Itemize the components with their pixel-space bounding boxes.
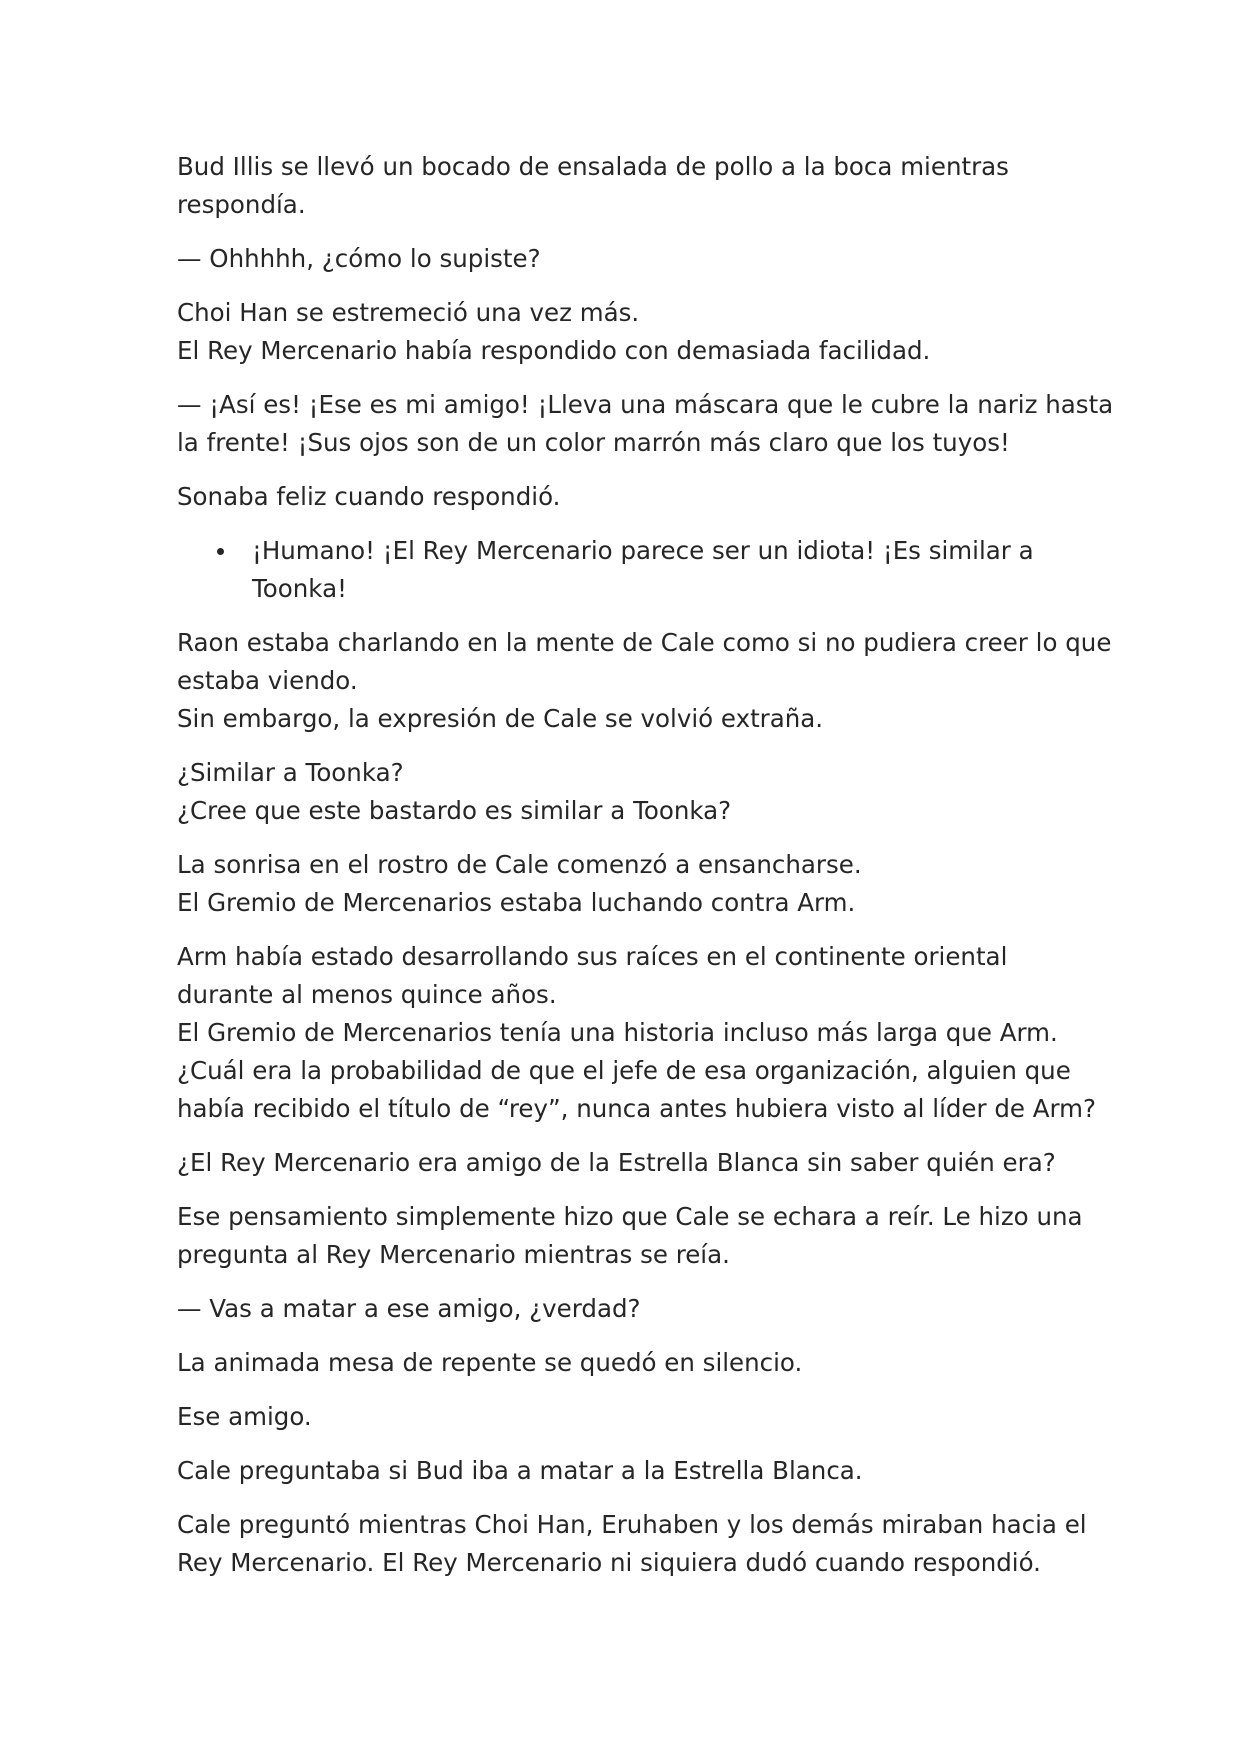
text-line: ¿Similar a Toonka? bbox=[177, 758, 404, 787]
paragraph bbox=[177, 846, 1077, 922]
paragraph bbox=[177, 1144, 1077, 1182]
paragraph bbox=[177, 1506, 1087, 1582]
paragraph bbox=[177, 1198, 1083, 1274]
text-line: durante al menos quince años. bbox=[177, 980, 557, 1009]
text-line: Rey Mercenario. El Rey Mercenario ni siquiera dudó cuando respondió. bbox=[177, 1548, 1041, 1577]
text-line: ¿El Rey Mercenario era amigo de la Estrella Blanca sin saber quién era? bbox=[177, 1148, 1056, 1177]
text-line: La sonrisa en el rostro de Cale comenzó a ensancharse. bbox=[177, 850, 862, 879]
text-line: — Vas a matar a ese amigo, ¿verdad? bbox=[177, 1294, 641, 1323]
text-line: ¿Cuál era la probabilidad de que el jefe de esa organización, alguien que bbox=[177, 1056, 1071, 1085]
paragraph bbox=[177, 1452, 1077, 1490]
paragraph bbox=[177, 624, 1112, 738]
text-line: la frente! ¡Sus ojos son de un color marrón más claro que los tuyos! bbox=[177, 428, 1010, 457]
text-line: Bud Illis se llevó un bocado de ensalada de pollo a la boca mientras bbox=[177, 152, 1009, 181]
text-line: El Gremio de Mercenarios tenía una historia incluso más larga que Arm. bbox=[177, 1018, 1058, 1047]
paragraph bbox=[177, 478, 1077, 516]
text-line: El Rey Mercenario había respondido con demasiada facilidad. bbox=[177, 336, 931, 365]
dialogue-paragraph bbox=[177, 1290, 1077, 1328]
paragraph bbox=[177, 754, 1077, 830]
text-line: estaba viendo. bbox=[177, 666, 358, 695]
dialogue-paragraph bbox=[177, 240, 1077, 278]
text-line: respondía. bbox=[177, 190, 306, 219]
text-line: Choi Han se estremeció una vez más. bbox=[177, 298, 640, 327]
text-line: — Ohhhhh, ¿cómo lo supiste? bbox=[177, 244, 541, 273]
text-line: Sonaba feliz cuando respondió. bbox=[177, 482, 561, 511]
text-line: pregunta al Rey Mercenario mientras se reía. bbox=[177, 1240, 730, 1269]
bullet-dot-icon bbox=[217, 548, 224, 555]
text-line: — ¡Así es! ¡Ese es mi amigo! ¡Lleva una máscara que le cubre la nariz hasta bbox=[177, 390, 1114, 419]
text-line: El Gremio de Mercenarios estaba luchando contra Arm. bbox=[177, 888, 856, 917]
text-line: Ese pensamiento simplemente hizo que Cale se echara a reír. Le hizo una bbox=[177, 1202, 1083, 1231]
text-line: Toonka! bbox=[252, 574, 347, 603]
paragraph bbox=[177, 294, 1077, 370]
text-line: había recibido el título de “rey”, nunca antes hubiera visto al líder de Arm? bbox=[177, 1094, 1097, 1123]
paragraph bbox=[177, 1398, 1077, 1436]
text-line: Ese amigo. bbox=[177, 1402, 312, 1431]
text-line: ¿Cree que este bastardo es similar a Toonka? bbox=[177, 796, 732, 825]
text-line: Cale preguntó mientras Choi Han, Eruhaben y los demás miraban hacia el bbox=[177, 1510, 1087, 1539]
paragraph bbox=[177, 148, 1077, 224]
text-line: Arm había estado desarrollando sus raíces en el continente oriental bbox=[177, 942, 1008, 971]
text-line: Sin embargo, la expresión de Cale se volvió extraña. bbox=[177, 704, 824, 733]
dialogue-paragraph bbox=[177, 386, 1114, 462]
text-line: Cale preguntaba si Bud iba a matar a la Estrella Blanca. bbox=[177, 1456, 863, 1485]
paragraph bbox=[177, 1344, 1077, 1382]
text-line: ¡Humano! ¡El Rey Mercenario parece ser un idiota! ¡Es similar a bbox=[252, 536, 1034, 565]
text-line: La animada mesa de repente se quedó en silencio. bbox=[177, 1348, 803, 1377]
text-line: Raon estaba charlando en la mente de Cale como si no pudiera creer lo que bbox=[177, 628, 1112, 657]
paragraph bbox=[177, 938, 1097, 1128]
document-body bbox=[177, 148, 1114, 1598]
bullet-item bbox=[177, 532, 1077, 608]
